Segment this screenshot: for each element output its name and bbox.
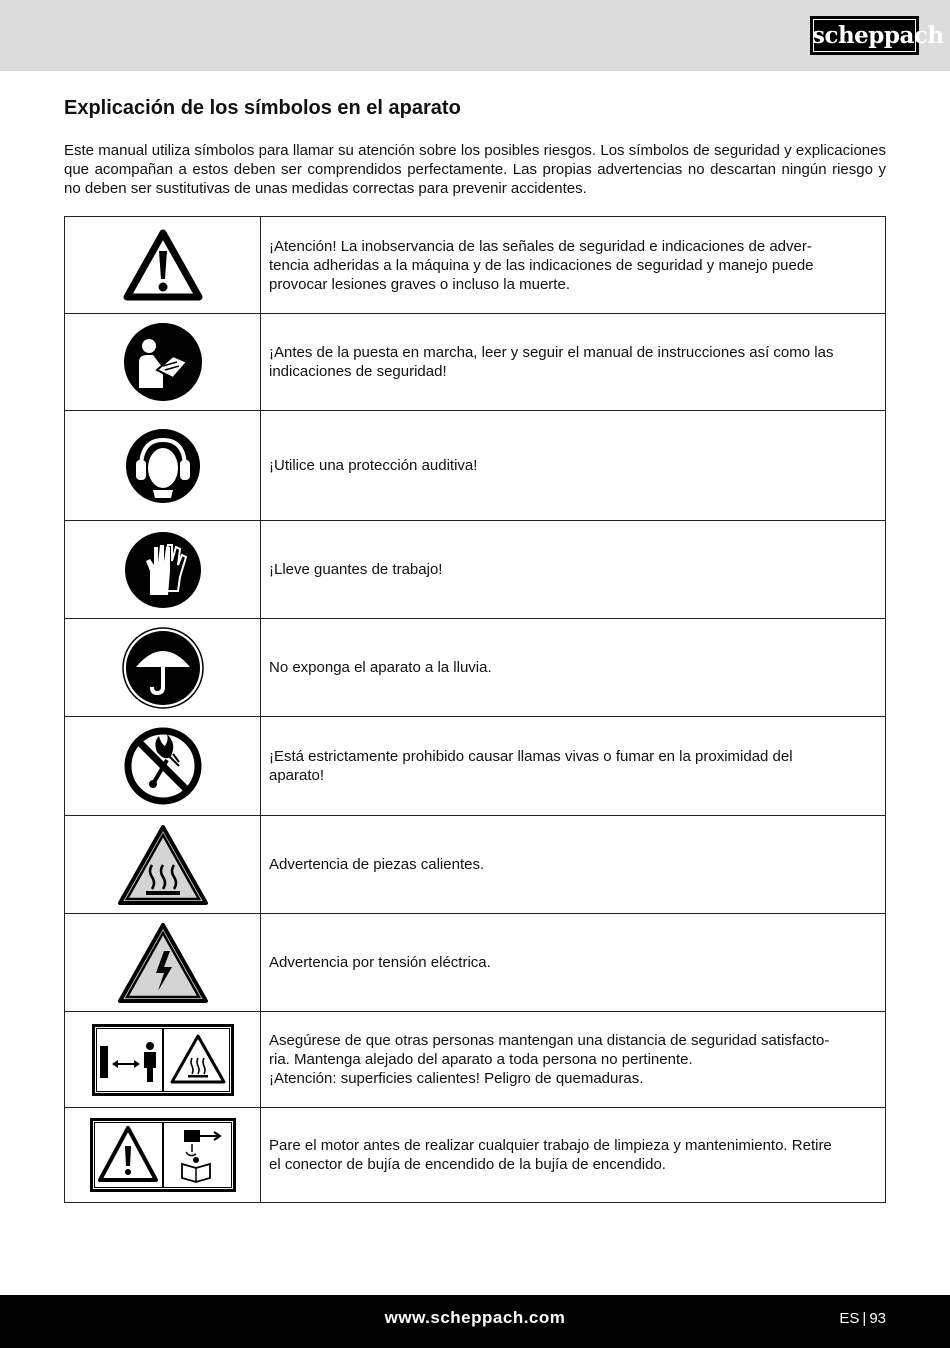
icon-cell (65, 411, 261, 521)
safety-distance-hot-icon (92, 1024, 234, 1096)
hot-surface-icon (116, 823, 210, 907)
icon-cell (65, 1012, 261, 1108)
icon-cell (65, 619, 261, 717)
description-line: Advertencia por tensión eléctrica. (269, 954, 491, 971)
icon-cell (65, 521, 261, 619)
electric-voltage-icon (116, 921, 210, 1005)
description-line: tencia adheridas a la máquina y de las indicaciones de seguridad y manejo puede (269, 256, 814, 274)
description-cell (261, 914, 886, 1012)
description-cell (261, 1012, 886, 1108)
separator: | (862, 1310, 867, 1327)
no-open-flame-icon (123, 726, 203, 806)
description-cell (261, 521, 886, 619)
table-row (65, 717, 886, 816)
description-line: ¡Utilice una protección auditiva! (269, 457, 478, 474)
page-number (839, 1310, 886, 1327)
header-bar (0, 0, 950, 71)
stop-engine-maintenance-icon (90, 1118, 236, 1192)
language-code: ES (839, 1310, 860, 1327)
read-manual-icon (123, 322, 203, 402)
description-line: indicaciones de seguridad! (269, 363, 447, 380)
page-title: Explicación de los símbolos en el aparato (64, 97, 461, 119)
description-line: ¡Atención: superficies calientes! Peligro de quemaduras. (269, 1070, 644, 1087)
footer-bar (0, 1295, 950, 1348)
table-row (65, 1012, 886, 1108)
table-row (65, 1108, 886, 1203)
description-line: el conector de bujía de encendido de la bujía de encendido. (269, 1156, 666, 1173)
description-line: Pare el motor antes de realizar cualquier trabajo de limpieza y mantenimiento. Retire (269, 1137, 832, 1154)
description-line: No exponga el aparato a la lluvia. (269, 659, 492, 676)
description-line: ria. Mantenga alejado del aparato a toda persona no pertinente. (269, 1051, 693, 1068)
description-line: ¡Atención! La inobservancia de las señales de seguridad e indicaciones de adver- (269, 237, 812, 255)
table-row (65, 411, 886, 521)
description-line: Asegúrese de que otras personas mantengan una distancia de seguridad satisfacto- (269, 1032, 830, 1049)
description-cell (261, 717, 886, 816)
description-line: Advertencia de piezas calientes. (269, 856, 485, 873)
warning-triangle-icon (123, 229, 203, 301)
description-line: aparato! (269, 767, 325, 784)
ear-protection-icon (125, 428, 201, 504)
icon-cell (65, 314, 261, 411)
description-line: ¡Antes de la puesta en marcha, leer y seguir el manual de instrucciones así como las (269, 344, 834, 361)
table-row (65, 314, 886, 411)
description-line: ¡Está estrictamente prohibido causar llamas vivas o fumar en la proximidad del (269, 748, 793, 765)
table-row (65, 816, 886, 914)
description-cell (261, 217, 886, 314)
description-line: ¡Lleve guantes de trabajo! (269, 561, 443, 578)
scheppach-logo: scheppach (810, 16, 919, 55)
description-cell (261, 619, 886, 717)
icon-cell (65, 1108, 261, 1203)
icon-cell (65, 217, 261, 314)
symbols-table (64, 216, 886, 1203)
page-number-value: 93 (869, 1310, 886, 1327)
table-row (65, 521, 886, 619)
icon-cell (65, 816, 261, 914)
table-row (65, 914, 886, 1012)
description-cell (261, 411, 886, 521)
icon-cell (65, 914, 261, 1012)
description-line: provocar lesiones graves o incluso la muerte. (269, 275, 570, 293)
umbrella-icon (122, 627, 204, 709)
description-cell (261, 816, 886, 914)
table-row (65, 217, 886, 314)
table-row (65, 619, 886, 717)
description-cell (261, 1108, 886, 1203)
intro-paragraph: Este manual utiliza símbolos para llamar su atención sobre los posibles riesgos. Los símbolos de seguridad y explicaciones que acompañan a estos deben ser comprendidos perfectamente. Las propias advertencias no descartan ningún riesgo y no deben ser sustitutivas de unas medidas correctas para prevenir accidentes. (64, 142, 886, 197)
gloves-icon (124, 531, 202, 609)
footer-website-link[interactable]: www.scheppach.com (384, 1308, 566, 1327)
icon-cell (65, 717, 261, 816)
description-cell (261, 314, 886, 411)
